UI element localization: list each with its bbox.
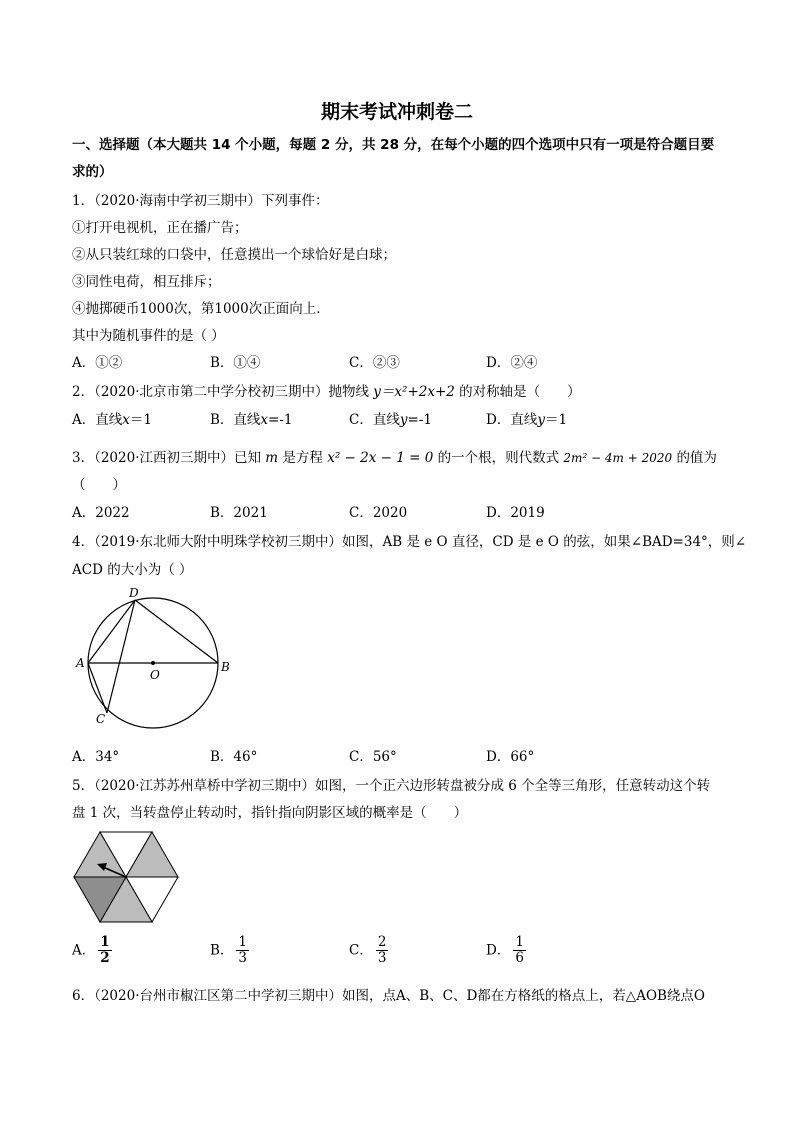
q3-options bbox=[72, 503, 732, 523]
q5-stem-line-1: 5．（2020·江苏苏州草桥中学初三期中）如图，一个正六边形转盘被分成 6 个全等三角形，任意转动这个转 bbox=[72, 778, 711, 794]
q1-option-b: B．①④ bbox=[210, 355, 261, 371]
q5-option-c: C． $\frac{2}{3}$ bbox=[349, 934, 387, 966]
q4-label-a: A bbox=[76, 656, 85, 670]
q4-chord-db bbox=[135, 600, 218, 663]
q3-expression: 2m² − 4m + 2020 bbox=[563, 451, 673, 465]
q2-stem-start: 2．（2020·北京市第二中学分校初三期中）抛物线 bbox=[72, 384, 369, 400]
q4-option-b: B．46° bbox=[210, 749, 258, 765]
q5-option-a: A． $\frac{1}{2}$ bbox=[72, 934, 110, 966]
q2-option-c: C．直线y=-1 bbox=[349, 412, 432, 428]
q4-option-c: C．56° bbox=[349, 749, 397, 765]
q2-stem-end: 的对称轴是（ ） bbox=[459, 384, 581, 400]
q4-label-o: O bbox=[150, 668, 160, 682]
q3-stem bbox=[72, 448, 717, 468]
q4-label-b: B bbox=[221, 660, 230, 674]
q4-chord-ad bbox=[88, 600, 135, 663]
q1-option-c: C．②③ bbox=[349, 355, 400, 371]
q1-event-1: ①打开电视机，正在播广告； bbox=[72, 220, 248, 236]
q5-option-b: B． $\frac{1}{3}$ bbox=[210, 934, 248, 966]
q6-stem-line-1: 6．（2020·台州市椒江区第二中学初三期中）如图，点A、B、C、D都在方格纸的格点上，若△AOB绕点O bbox=[72, 988, 705, 1004]
q4-label-c: C bbox=[96, 712, 106, 726]
q5-hexagon-spinner bbox=[72, 830, 180, 924]
q5-options bbox=[72, 935, 732, 975]
q3-option-a: A．2022 bbox=[72, 505, 130, 521]
q3-variable-m: m bbox=[265, 450, 279, 466]
section-heading-line-2: 求的） bbox=[72, 164, 113, 180]
q1-event-4: ④抛掷硬币1000次，第1000次正面向上． bbox=[72, 301, 330, 317]
q3-option-c: C．2020 bbox=[349, 505, 408, 521]
q1-option-a: A．①② bbox=[72, 355, 123, 371]
q3-stem-start: 3．（2020·江西初三期中）已知 bbox=[72, 450, 261, 466]
q3-option-d: D．2019 bbox=[486, 505, 545, 521]
q5-option-d: D． $\frac{1}{6}$ bbox=[486, 934, 524, 966]
q4-options bbox=[72, 747, 732, 767]
q4-stem-line-2: ACD 的大小为（ ） bbox=[72, 562, 193, 578]
q4-option-a: A．34° bbox=[72, 749, 120, 765]
q2-option-d: D．直线y＝1 bbox=[486, 412, 568, 428]
q2-option-b: B．直线x=-1 bbox=[210, 412, 293, 428]
q3-stem-mid2: 的一个根，则代数式 bbox=[437, 450, 560, 466]
q1-event-2: ②从只装红球的口袋中，任意摸出一个球恰好是白球； bbox=[72, 247, 396, 263]
q3-equation: x² − 2x − 1 = 0 bbox=[327, 450, 434, 466]
q3-stem-line-2: （ ） bbox=[72, 477, 126, 493]
q1-stem: 1．（2020·海南中学初三期中）下列事件： bbox=[72, 193, 329, 209]
q2-parabola-expression: y＝x²+2x+2 bbox=[373, 384, 455, 400]
q4-circle-figure bbox=[70, 585, 240, 735]
q4-option-d: D．66° bbox=[486, 749, 535, 765]
q1-option-d: D．②④ bbox=[486, 355, 538, 371]
q5-stem-line-2: 盘 1 次，当转盘停止转动时，指针指向阴影区域的概率是（ ） bbox=[72, 805, 468, 821]
q1-question: 其中为随机事件的是（ ） bbox=[72, 328, 225, 344]
q2-options bbox=[72, 410, 732, 430]
q2-stem bbox=[72, 382, 581, 402]
q1-options bbox=[72, 353, 732, 373]
q4-center-point bbox=[151, 661, 155, 665]
q3-option-b: B．2021 bbox=[210, 505, 268, 521]
q1-event-3: ③同性电荷，相互排斥； bbox=[72, 274, 221, 290]
q4-chord-ac bbox=[88, 663, 107, 713]
q2-option-a: A．直线x＝1 bbox=[72, 412, 152, 428]
q4-stem-line-1: 4．（2019·东北师大附中明珠学校初三期中）如图，AB 是 e O 直径，CD 是 e O 的弦，如果∠BAD=34°，则∠ bbox=[72, 534, 747, 550]
q3-stem-end: 的值为 bbox=[676, 450, 717, 466]
q3-stem-mid: 是方程 bbox=[282, 450, 323, 466]
q4-chord-dc bbox=[107, 600, 135, 713]
q4-label-d: D bbox=[129, 586, 139, 600]
section-heading-line-1: 一、选择题（本大题共 14 个小题，每题 2 分，共 28 分，在每个小题的四个选项中只有一项是符合题目要 bbox=[72, 137, 715, 153]
page-title: 期末考试冲刺卷二 bbox=[320, 101, 473, 123]
